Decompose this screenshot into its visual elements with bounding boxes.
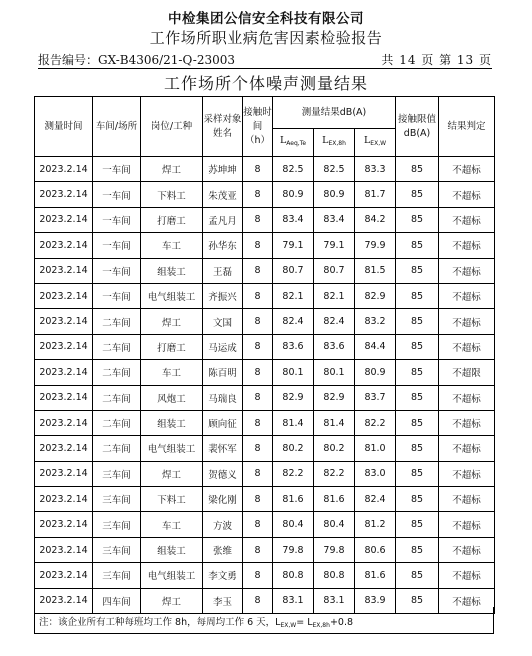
table-row bbox=[35, 207, 495, 232]
cell-laeq: 82.5 bbox=[273, 157, 314, 182]
cell-lex8h: 80.9 bbox=[314, 182, 355, 207]
cell-lexw: 81.2 bbox=[355, 512, 396, 537]
cell-lexw: 83.9 bbox=[355, 588, 396, 613]
cell-judge: 不超标 bbox=[439, 334, 495, 359]
cell-judge: 不超标 bbox=[439, 410, 495, 435]
cell-lexw: 84.2 bbox=[355, 207, 396, 232]
cell-lex8h: 81.4 bbox=[314, 410, 355, 435]
cell-judge: 不超标 bbox=[439, 157, 495, 182]
table-row bbox=[35, 309, 495, 334]
cell-laeq: 83.6 bbox=[273, 334, 314, 359]
cell-position: 焊工 bbox=[141, 588, 203, 613]
header-position: 岗位/工种 bbox=[141, 97, 203, 157]
cell-workshop: 二车间 bbox=[93, 334, 141, 359]
cell-lexw: 81.0 bbox=[355, 436, 396, 461]
cell-lex8h: 82.1 bbox=[314, 283, 355, 308]
cell-laeq: 80.1 bbox=[273, 360, 314, 385]
cell-laeq: 81.4 bbox=[273, 410, 314, 435]
cell-judge: 不超标 bbox=[439, 487, 495, 512]
cell-workshop: 三车间 bbox=[93, 487, 141, 512]
cell-limit: 85 bbox=[396, 207, 439, 232]
cell-position: 焊工 bbox=[141, 461, 203, 486]
cell-position: 电气组装工 bbox=[141, 436, 203, 461]
cell-judge: 不超标 bbox=[439, 207, 495, 232]
header-lex8h-sub: EX,8h bbox=[328, 140, 346, 147]
cell-lexw: 82.4 bbox=[355, 487, 396, 512]
cell-position: 风炮工 bbox=[141, 385, 203, 410]
cell-lex8h: 83.6 bbox=[314, 334, 355, 359]
cell-date: 2023.2.14 bbox=[35, 385, 93, 410]
header-date: 测量时间 bbox=[35, 97, 93, 157]
table-row bbox=[35, 283, 495, 308]
table-row bbox=[35, 334, 495, 359]
table-row bbox=[35, 182, 495, 207]
cell-workshop: 一车间 bbox=[93, 233, 141, 258]
cell-person: 王磊 bbox=[203, 258, 243, 283]
cell-limit: 85 bbox=[396, 436, 439, 461]
cell-laeq: 81.6 bbox=[273, 487, 314, 512]
cell-lex8h: 82.4 bbox=[314, 309, 355, 334]
table-note bbox=[34, 607, 494, 634]
cell-date: 2023.2.14 bbox=[35, 461, 93, 486]
cell-limit: 85 bbox=[396, 410, 439, 435]
cell-hours: 8 bbox=[243, 334, 273, 359]
cell-limit: 85 bbox=[396, 588, 439, 613]
cell-hours: 8 bbox=[243, 385, 273, 410]
cell-workshop: 二车间 bbox=[93, 309, 141, 334]
cell-judge: 不超标 bbox=[439, 563, 495, 588]
cell-hours: 8 bbox=[243, 233, 273, 258]
cell-date: 2023.2.14 bbox=[35, 588, 93, 613]
cell-workshop: 三车间 bbox=[93, 563, 141, 588]
cell-lex8h: 81.6 bbox=[314, 487, 355, 512]
cell-hours: 8 bbox=[243, 258, 273, 283]
cell-date: 2023.2.14 bbox=[35, 487, 93, 512]
cell-hours: 8 bbox=[243, 207, 273, 232]
cell-lex8h: 82.5 bbox=[314, 157, 355, 182]
table-row bbox=[35, 461, 495, 486]
cell-position: 打磨工 bbox=[141, 207, 203, 232]
table-row bbox=[35, 157, 495, 182]
cell-lexw: 83.2 bbox=[355, 309, 396, 334]
cell-person: 齐振兴 bbox=[203, 283, 243, 308]
cell-workshop: 一车间 bbox=[93, 157, 141, 182]
header-hours: 接触时间（h） bbox=[243, 97, 273, 157]
cell-hours: 8 bbox=[243, 182, 273, 207]
cell-laeq: 82.9 bbox=[273, 385, 314, 410]
header-judge: 结果判定 bbox=[439, 97, 495, 157]
cell-workshop: 一车间 bbox=[93, 207, 141, 232]
cell-position: 焊工 bbox=[141, 309, 203, 334]
cell-date: 2023.2.14 bbox=[35, 157, 93, 182]
table-row bbox=[35, 385, 495, 410]
cell-laeq: 83.1 bbox=[273, 588, 314, 613]
cell-person: 顾向征 bbox=[203, 410, 243, 435]
note-sub1: EX,W bbox=[280, 622, 297, 629]
cell-limit: 85 bbox=[396, 512, 439, 537]
cell-person: 孟凡月 bbox=[203, 207, 243, 232]
table-body bbox=[35, 157, 495, 614]
cell-date: 2023.2.14 bbox=[35, 207, 93, 232]
table-row bbox=[35, 233, 495, 258]
cell-judge: 不超标 bbox=[439, 512, 495, 537]
cell-position: 电气组装工 bbox=[141, 283, 203, 308]
cell-workshop: 三车间 bbox=[93, 537, 141, 562]
cell-judge: 不超限 bbox=[439, 360, 495, 385]
cell-lex8h: 80.2 bbox=[314, 436, 355, 461]
note-suffix: +0.8 bbox=[329, 617, 354, 628]
cell-limit: 85 bbox=[396, 233, 439, 258]
cell-date: 2023.2.14 bbox=[35, 283, 93, 308]
cell-lexw: 82.9 bbox=[355, 283, 396, 308]
cell-judge: 不超标 bbox=[439, 537, 495, 562]
cell-position: 焊工 bbox=[141, 157, 203, 182]
cell-position: 电气组装工 bbox=[141, 563, 203, 588]
cell-laeq: 80.4 bbox=[273, 512, 314, 537]
cell-person: 陈百明 bbox=[203, 360, 243, 385]
cell-lex8h: 83.4 bbox=[314, 207, 355, 232]
cell-workshop: 一车间 bbox=[93, 283, 141, 308]
cell-position: 打磨工 bbox=[141, 334, 203, 359]
cell-date: 2023.2.14 bbox=[35, 233, 93, 258]
cell-person: 张维 bbox=[203, 537, 243, 562]
cell-laeq: 79.1 bbox=[273, 233, 314, 258]
cell-person: 马瑞良 bbox=[203, 385, 243, 410]
cell-limit: 85 bbox=[396, 182, 439, 207]
cell-limit: 85 bbox=[396, 309, 439, 334]
company-name: 中检集团公信安全科技有限公司 bbox=[168, 11, 364, 27]
cell-date: 2023.2.14 bbox=[35, 512, 93, 537]
note-prefix: 注：该企业所有工种每班均工作 8h，每周均工作 6 天，L bbox=[39, 617, 281, 628]
cell-lexw: 83.3 bbox=[355, 157, 396, 182]
cell-hours: 8 bbox=[243, 410, 273, 435]
cell-judge: 不超标 bbox=[439, 258, 495, 283]
cell-lex8h: 83.1 bbox=[314, 588, 355, 613]
cell-person: 梁化刚 bbox=[203, 487, 243, 512]
header-lex8h-main: L bbox=[322, 135, 329, 146]
cell-judge: 不超标 bbox=[439, 385, 495, 410]
cell-laeq: 82.1 bbox=[273, 283, 314, 308]
cell-date: 2023.2.14 bbox=[35, 258, 93, 283]
cell-lex8h: 82.2 bbox=[314, 461, 355, 486]
table-row bbox=[35, 436, 495, 461]
cell-date: 2023.2.14 bbox=[35, 537, 93, 562]
cell-workshop: 二车间 bbox=[93, 410, 141, 435]
cell-workshop: 三车间 bbox=[93, 461, 141, 486]
cell-hours: 8 bbox=[243, 283, 273, 308]
cell-limit: 85 bbox=[396, 487, 439, 512]
header-laeq bbox=[273, 129, 314, 157]
cell-hours: 8 bbox=[243, 436, 273, 461]
cell-date: 2023.2.14 bbox=[35, 309, 93, 334]
cell-lexw: 81.7 bbox=[355, 182, 396, 207]
cell-limit: 85 bbox=[396, 461, 439, 486]
cell-hours: 8 bbox=[243, 537, 273, 562]
cell-lexw: 80.6 bbox=[355, 537, 396, 562]
cell-laeq: 82.4 bbox=[273, 309, 314, 334]
cell-hours: 8 bbox=[243, 360, 273, 385]
cell-person: 贺德义 bbox=[203, 461, 243, 486]
cell-judge: 不超标 bbox=[439, 436, 495, 461]
header-person: 采样对象姓名 bbox=[203, 97, 243, 157]
report-title: 工作场所职业病危害因素检验报告 bbox=[149, 29, 383, 47]
cell-person: 朱茂亚 bbox=[203, 182, 243, 207]
cell-lexw: 80.9 bbox=[355, 360, 396, 385]
cell-lex8h: 80.7 bbox=[314, 258, 355, 283]
cell-lex8h: 80.1 bbox=[314, 360, 355, 385]
cell-judge: 不超标 bbox=[439, 233, 495, 258]
cell-hours: 8 bbox=[243, 157, 273, 182]
table-header bbox=[35, 97, 495, 157]
cell-lex8h: 79.1 bbox=[314, 233, 355, 258]
cell-hours: 8 bbox=[243, 563, 273, 588]
cell-person: 李文勇 bbox=[203, 563, 243, 588]
cell-lexw: 81.5 bbox=[355, 258, 396, 283]
cell-lexw: 83.0 bbox=[355, 461, 396, 486]
cell-limit: 85 bbox=[396, 334, 439, 359]
note-text bbox=[39, 614, 353, 629]
cell-judge: 不超标 bbox=[439, 461, 495, 486]
header-lexw-main: L bbox=[363, 135, 371, 146]
cell-laeq: 82.2 bbox=[273, 461, 314, 486]
header-laeq-main: L bbox=[279, 135, 287, 146]
cell-person: 苏坤坤 bbox=[203, 157, 243, 182]
cell-person: 方波 bbox=[203, 512, 243, 537]
cell-lexw: 83.7 bbox=[355, 385, 396, 410]
table-row bbox=[35, 487, 495, 512]
header-lexw bbox=[355, 129, 396, 157]
page-info: 共 14 页 第 13 页 bbox=[381, 53, 492, 67]
cell-position: 下料工 bbox=[141, 182, 203, 207]
cell-judge: 不超标 bbox=[439, 309, 495, 334]
cell-limit: 85 bbox=[396, 157, 439, 182]
cell-laeq: 80.7 bbox=[273, 258, 314, 283]
cell-lexw: 81.6 bbox=[355, 563, 396, 588]
cell-hours: 8 bbox=[243, 487, 273, 512]
cell-position: 组装工 bbox=[141, 410, 203, 435]
header-limit: 接触限值 dB(A) bbox=[396, 97, 439, 157]
report-meta-row bbox=[38, 50, 492, 69]
table-row bbox=[35, 258, 495, 283]
cell-position: 下料工 bbox=[141, 487, 203, 512]
cell-limit: 85 bbox=[396, 258, 439, 283]
table-row bbox=[35, 360, 495, 385]
table-row bbox=[35, 410, 495, 435]
cell-position: 组装工 bbox=[141, 537, 203, 562]
cell-hours: 8 bbox=[243, 588, 273, 613]
cell-lexw: 82.2 bbox=[355, 410, 396, 435]
cell-position: 车工 bbox=[141, 360, 203, 385]
cell-workshop: 一车间 bbox=[93, 182, 141, 207]
cell-workshop: 四车间 bbox=[93, 588, 141, 613]
noise-results-table bbox=[34, 96, 495, 614]
cell-person: 文国 bbox=[203, 309, 243, 334]
cell-person: 马运成 bbox=[203, 334, 243, 359]
cell-date: 2023.2.14 bbox=[35, 436, 93, 461]
cell-judge: 不超标 bbox=[439, 588, 495, 613]
table-row bbox=[35, 512, 495, 537]
header-workshop: 车间/场所 bbox=[93, 97, 141, 157]
section-title: 工作场所个体噪声测量结果 bbox=[163, 74, 368, 93]
cell-date: 2023.2.14 bbox=[35, 360, 93, 385]
cell-position: 车工 bbox=[141, 233, 203, 258]
cell-judge: 不超标 bbox=[439, 283, 495, 308]
note-sub2: EX,8h bbox=[312, 622, 330, 629]
header-lex8h bbox=[314, 129, 355, 157]
cell-limit: 85 bbox=[396, 537, 439, 562]
cell-person: 裴怀军 bbox=[203, 436, 243, 461]
cell-workshop: 二车间 bbox=[93, 385, 141, 410]
cell-limit: 85 bbox=[396, 385, 439, 410]
header-result: 测量结果dB(A) bbox=[273, 97, 396, 129]
cell-lexw: 79.9 bbox=[355, 233, 396, 258]
report-number: 报告编号：GX-B4306/21-Q-23003 bbox=[38, 53, 235, 67]
cell-limit: 85 bbox=[396, 360, 439, 385]
cell-hours: 8 bbox=[243, 512, 273, 537]
cell-laeq: 80.8 bbox=[273, 563, 314, 588]
header-laeq-sub: Aeq,Te bbox=[286, 140, 307, 147]
cell-date: 2023.2.14 bbox=[35, 410, 93, 435]
cell-hours: 8 bbox=[243, 461, 273, 486]
cell-laeq: 80.9 bbox=[273, 182, 314, 207]
cell-hours: 8 bbox=[243, 309, 273, 334]
cell-workshop: 二车间 bbox=[93, 360, 141, 385]
note-mid: = L bbox=[296, 617, 313, 628]
cell-person: 孙华东 bbox=[203, 233, 243, 258]
header-lexw-sub: EX,W bbox=[370, 140, 387, 147]
cell-laeq: 79.8 bbox=[273, 537, 314, 562]
cell-person: 李玉 bbox=[203, 588, 243, 613]
cell-limit: 85 bbox=[396, 563, 439, 588]
cell-workshop: 三车间 bbox=[93, 512, 141, 537]
cell-lex8h: 82.9 bbox=[314, 385, 355, 410]
cell-workshop: 一车间 bbox=[93, 258, 141, 283]
cell-lexw: 84.4 bbox=[355, 334, 396, 359]
cell-laeq: 80.2 bbox=[273, 436, 314, 461]
cell-date: 2023.2.14 bbox=[35, 182, 93, 207]
cell-date: 2023.2.14 bbox=[35, 334, 93, 359]
cell-lex8h: 80.4 bbox=[314, 512, 355, 537]
cell-date: 2023.2.14 bbox=[35, 563, 93, 588]
table-row bbox=[35, 563, 495, 588]
cell-lex8h: 80.8 bbox=[314, 563, 355, 588]
cell-lex8h: 79.8 bbox=[314, 537, 355, 562]
cell-position: 车工 bbox=[141, 512, 203, 537]
cell-workshop: 二车间 bbox=[93, 436, 141, 461]
cell-limit: 85 bbox=[396, 283, 439, 308]
cell-position: 组装工 bbox=[141, 258, 203, 283]
cell-judge: 不超标 bbox=[439, 182, 495, 207]
table-row bbox=[35, 537, 495, 562]
cell-laeq: 83.4 bbox=[273, 207, 314, 232]
